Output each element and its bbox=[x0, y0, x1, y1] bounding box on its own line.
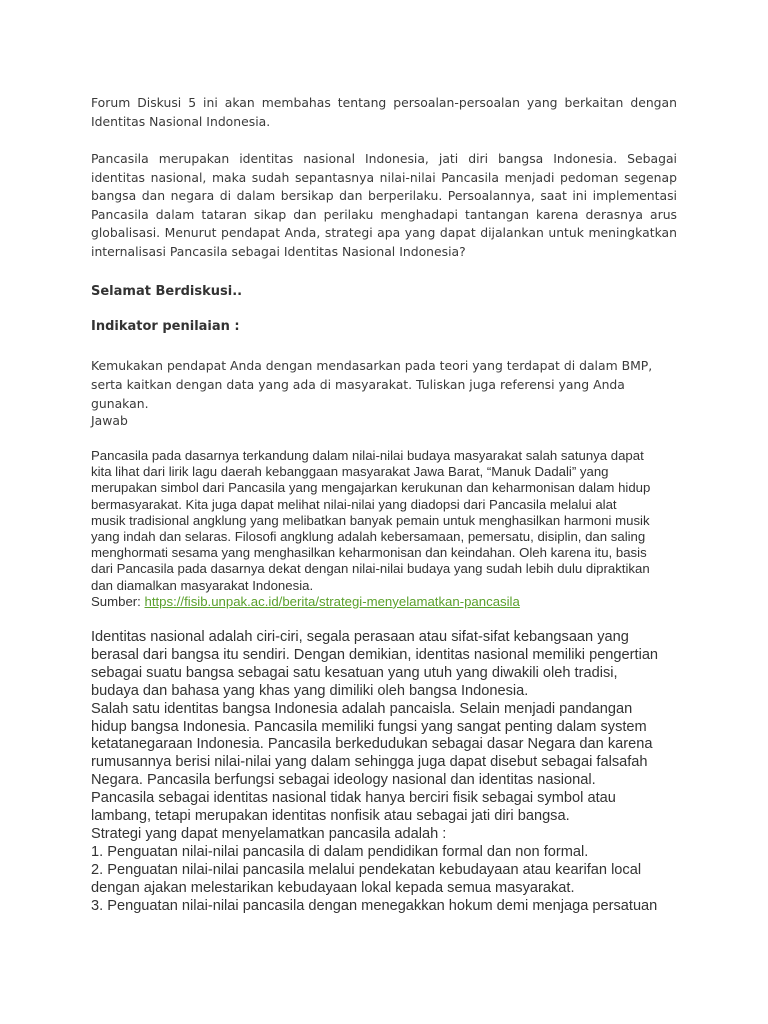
text-line: lambang, tetapi merupakan identitas nonfisik atau sebagai jati diri bangsa. bbox=[91, 808, 570, 825]
text-line: Strategi yang dapat menyelamatkan pancasila adalah : bbox=[91, 825, 447, 842]
list-item: 3. Penguatan nilai-nilai pancasila dengan menegakkan hokum demi menjaga persatuan bbox=[91, 897, 658, 914]
text-line: dari Pancasila pada dasarnya dekat dengan nilai-nilai budaya yang sudah lebih dulu dipraktikan bbox=[91, 561, 650, 577]
list-item: 1. Penguatan nilai-nilai pancasila di dalam pendidikan formal dan non formal. bbox=[91, 843, 589, 860]
text-line: menghormati sesama yang menghasilkan keharmonisan dan keindahan. Oleh karena itu, basis bbox=[91, 545, 647, 561]
text-line: rumusannya berisi nilai-nilai yang dalam sehingga juga dapat disebut sebagai falsafah bbox=[91, 754, 648, 771]
intro-paragraph: Forum Diskusi 5 ini akan membahas tentang persoalan-persoalan yang berkaitan dengan Identitas Nasional Indonesia. bbox=[91, 95, 677, 129]
text-line: kita lihat dari lirik lagu daerah kebanggaan masyarakat Jawa Barat, “Manuk Dadali” yang bbox=[91, 464, 609, 480]
text-line: dengan ajakan melestarikan kebudayaan lokal kepada semua masyarakat. bbox=[91, 879, 575, 896]
answer-paragraph-1 bbox=[91, 448, 677, 610]
text-line: hidup bangsa Indonesia. Pancasila memiliki fungsi yang sangat penting dalam system bbox=[91, 718, 647, 735]
text-line: dan diamalkan masyarakat Indonesia. bbox=[91, 577, 314, 593]
answer-paragraph-2 bbox=[91, 629, 677, 916]
text-line: Pancasila sebagai identitas nasional tidak hanya berciri fisik sebagai symbol atau bbox=[91, 790, 616, 807]
indicator-heading: Indikator penilaian : bbox=[91, 319, 240, 334]
text-line: Identitas nasional adalah ciri-ciri, segala perasaan atau sifat-sifat kebangsaan yang bbox=[91, 629, 629, 645]
greeting-heading: Selamat Berdiskusi.. bbox=[91, 284, 243, 299]
question-paragraph: Pancasila merupakan identitas nasional Indonesia, jati diri bangsa Indonesia. Sebagai identitas nasional, maka sudah sepantasnya nilai-nilai Pancasila menjadi pedoman segenap bangsa dan negara di dalam bersikap dan berperilaku. Persoalannya, saat ini implementasi Pancasila dalam tataran sikap dan perilaku menghadapi tantangan karena derasnya arus globalisasi. Menurut pendapat Anda, strategi apa yang dapat dijalankan untuk meningkatkan internalisasi Pancasila sebagai Identitas Nasional Indonesia? bbox=[91, 151, 677, 259]
text-line: merupakan simbol dari Pancasila yang mengajarkan kerukunan dan keharmonisan dalam hidup bbox=[91, 480, 651, 496]
text-line: bermasyarakat. Kita juga dapat melihat nilai-nilai yang diadopsi dari Pancasila melalui alat bbox=[91, 496, 617, 512]
text-line: budaya dan bahasa yang khas yang dimiliki oleh bangsa Indonesia. bbox=[91, 682, 529, 699]
list-item: 2. Penguatan nilai-nilai pancasila melalui pendekatan kebudayaan atau kearifan local bbox=[91, 861, 642, 878]
answer-label: Jawab bbox=[91, 413, 128, 428]
text-line: Salah satu identitas bangsa Indonesia adalah pancaisla. Selain menjadi pandangan bbox=[91, 700, 633, 717]
text-line: yang indah dan selaras. Filosofi angklung adalah kebersamaan, pemersatu, disiplin, dan saling bbox=[91, 529, 646, 545]
text-line: ketatanegaraan Indonesia. Pancasila berkedudukan sebagai dasar Negara dan karena bbox=[91, 736, 653, 753]
text-line: berasal dari bangsa itu sendiri. Dengan demikian, identitas nasional memiliki pengertian bbox=[91, 646, 659, 663]
text-line: Negara. Pancasila berfungsi sebagai ideology nasional dan identitas nasional. bbox=[91, 772, 596, 789]
source-line bbox=[91, 594, 677, 610]
text-line: musik tradisional angklung yang melibatkan banyak pemain untuk menghasilkan harmoni musik bbox=[91, 512, 650, 528]
source-link[interactable]: https://fisib.unpak.ac.id/berita/strategi-menyelamatkan-pancasila bbox=[144, 593, 520, 609]
source-label: Sumber: bbox=[91, 593, 145, 609]
indicator-text: Kemukakan pendapat Anda dengan mendasarkan pada teori yang terdapat di dalam BMP, serta kaitkan dengan data yang ada di masyarakat. Tuliskan juga referensi yang Anda gunakan. bbox=[91, 358, 653, 411]
text-line: Pancasila pada dasarnya terkandung dalam nilai-nilai budaya masyarakat salah satunya dapat bbox=[91, 448, 644, 463]
text-line: sebagai suatu bangsa sebagai satu kesatuan yang utuh yang diwakili oleh tradisi, bbox=[91, 664, 618, 681]
